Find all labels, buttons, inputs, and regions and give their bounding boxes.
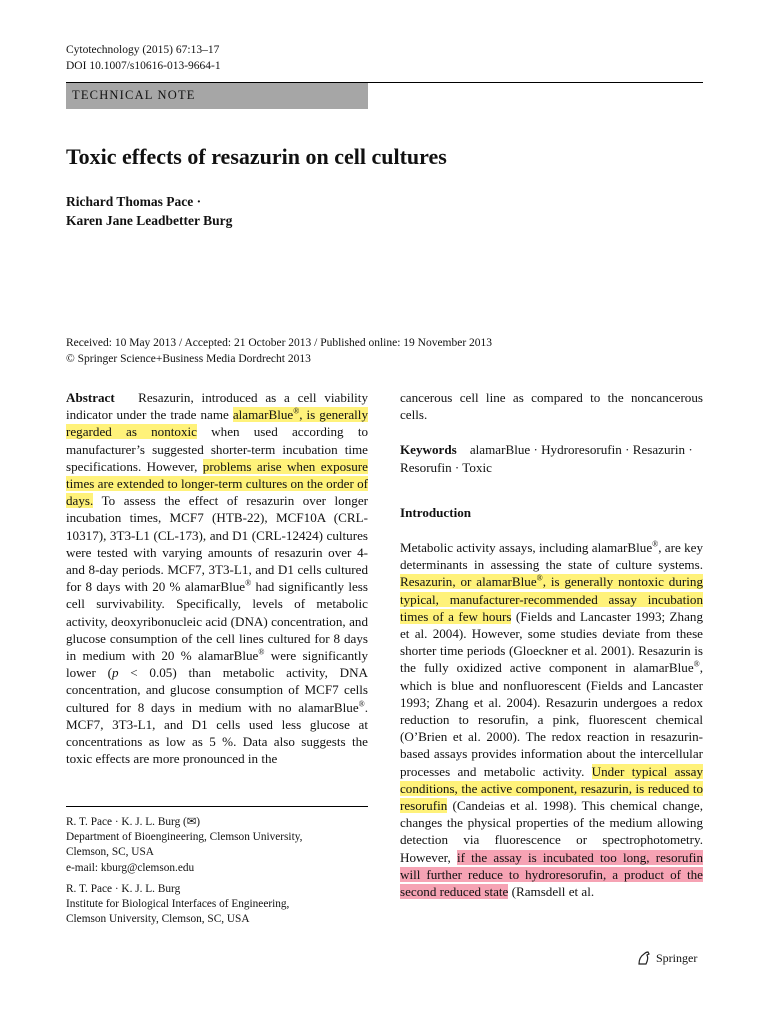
keywords (400, 441, 703, 475)
keywords-heading: Keywords (400, 442, 457, 458)
affiliation-1: R. T. Pace · K. J. L. Burg (✉) Department of Bioengineering, Clemson University, Clemson, SC, USA e-mail: kburg@clemson.edu (66, 815, 302, 876)
affiliation-2: R. T. Pace · K. J. L. Burg Institute for Biological Interfaces of Engineering, Clemson University, Clemson, SC, USA (66, 883, 290, 926)
introduction-heading: Introduction (400, 504, 472, 520)
abstract-column (66, 389, 368, 767)
date-history: Received: 10 May 2013 / Accepted: 21 October 2013 / Published online: 19 November 2013 (66, 337, 493, 349)
publisher-name: Springer (656, 950, 698, 965)
highlight: problems arise when exposure times are extended to longer-term cultures on the order of days. (66, 458, 368, 509)
highlight-pink: if the assay is incubated too long, resorufin will further reduce to hydroresorufin, a product of the second reduced state (400, 849, 703, 900)
highlight: Resazurin, or alamarBlue®, is generally nontoxic during typical, manufacturer-recommended assay incubation times of a few hours (400, 574, 703, 624)
author-2: Karen Jane Leadbetter Burg (66, 213, 233, 228)
author-email[interactable]: e-mail: kburg@clemson.edu (66, 861, 195, 874)
publisher-logo (636, 950, 697, 966)
section-label: TECHNICAL NOTE (72, 88, 196, 102)
paper-title: Toxic effects of resazurin on cell cultures (66, 144, 447, 169)
doi: DOI 10.1007/s10616-013-9664-1 (66, 60, 221, 72)
journal-citation: Cytotechnology (2015) 67:13–17 (66, 44, 220, 56)
abstract-continuation: cancerous cell line as compared to the noncancerous cells. (400, 390, 703, 423)
right-column (400, 389, 703, 900)
springer-horse-icon (636, 950, 652, 966)
abstract-heading: Abstract (66, 390, 115, 405)
publication-dates (66, 335, 492, 367)
author-1: Richard Thomas Pace · (66, 194, 202, 209)
highlight: alamarBlue®, is generally regarded as nontoxic (66, 406, 368, 440)
author-list (66, 192, 232, 230)
highlight: Under typical assay conditions, the active component, resazurin, is reduced to resorufin (400, 763, 703, 814)
keywords-list: alamarBlue · Hydroresorufin · Resazurin · Resorufin · Toxic (400, 442, 693, 475)
affiliation-rule (66, 806, 368, 807)
copyright: © Springer Science+Business Media Dordrecht 2013 (66, 353, 311, 365)
introduction-paragraph: Metabolic activity assays, including alamarBlue®, are key determinants in assessing the state of culture systems. Resazurin, or alamarBlue®, is generally nontoxic during typical, manufacturer-recommended assay incubation times of a few hours (Fields and Lancaster 1993; Zhang et al. 2004). However, some studies deviate from these shorter time periods (Gloeckner et al. 2001). Resazurin is the fully oxidized active component in alamarBlue®, which is blue and nonfluorescent (Fields and Lancaster 1993; Zhang et al. 2004). Resazurin undergoes a redox reduction to resorufin, a pink, fluorescent chemical (O’Brien et al. 2000). The redox reaction in resazurin-based assays provides information about the intercellular processes and metabolic activity. Under typical assay conditions, the active component, resazurin, is reduced to resorufin (Candeias et al. 1998). This chemical change, changes the physical properties of the medium allowing detection via fluorescence or spectrophotometry. However, if the assay is incubated too long, resorufin will further reduce to hydroresorufin, a product of the second reduced state (Ramsdell et al. (400, 539, 704, 900)
abstract-paragraph: Abstract Resazurin, introduced as a cell viability indicator under the trade name alamarBlue®, is generally regarded as nontoxic when used according to manufacturer’s suggested shorter-term incubation time specifications. However, problems arise when exposure times are extended to longer-term cultures on the order of days. To assess the effect of resazurin over longer incubation times, MCF7 (HTB-22), MCF10A (CRL-10317), 3T3-L1 (CL-173), and D1 (CRL-12424) cultures were tested with varying amounts of resazurin over 4- and 8-day periods. MCF7, 3T3-L1, and D1 cells cultured for 8 days with 20 % alamarBlue® had significantly less cell survivability. Specifically, levels of metabolic activity, deoxyribonucleic acid (DNA) concentration, and glucose consumption of the cell lines cultured for 8 days in medium with 20 % alamarBlue® were significantly lower (p < 0.05) than metabolic activity, DNA concentration, and glucose consumption of MCF7 cells cultured for 8 days in medium with no alamarBlue®. MCF7, 3T3-L1, and D1 cells used less glucose at concentrations as low as 5 %. Data also suggests the toxic effects are more pronounced in the (66, 390, 369, 767)
journal-meta (66, 42, 221, 74)
